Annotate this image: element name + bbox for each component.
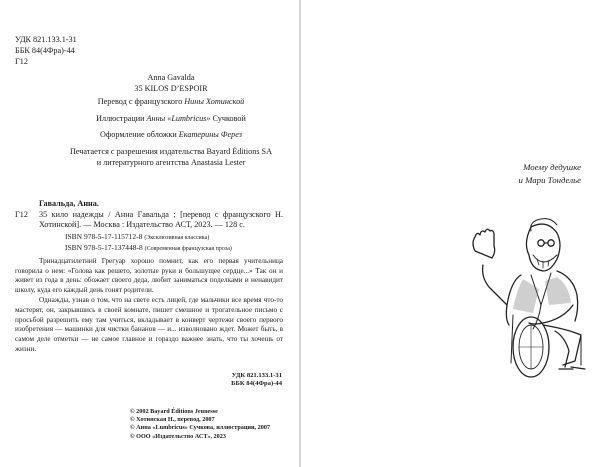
permission-note: Печатается с разрешения издательства Bayard Éditions SA и литературного агентства Anastasia Lester [69, 147, 273, 167]
bottom-classification-codes: УДК 821.133.1-31 ББК 84(4Фра)-44 [231, 372, 282, 388]
grandfather-wheelchair-illustration [461, 201, 600, 381]
credits-block [60, 96, 282, 146]
catalog-record [15, 199, 283, 355]
original-author: Anna Gavalda [147, 73, 195, 82]
copyright-line: © Хотинская Н., перевод, 2007 [130, 416, 215, 424]
copyright-line: © 2002 Bayard Éditions Jeunesse [130, 408, 218, 415]
translation-credit: Перевод с французского Нины Хотинской [97, 97, 245, 106]
bbk-code: ББК 84(4Фра)-44 [15, 46, 75, 55]
copyright-block [130, 408, 270, 441]
abstract-paragraph: Тринадцатилетний Грегуар хорошо помнит, как его первая учительница говорила о нем: «Голова как решето, золотые руки и большущее сердце...» Так он и живет из года в день: обожает своего деда, любит заниматься поделками и ненавидит школу, куда его каждый день гонят родители. [15, 256, 283, 295]
isbn-line: ISBN 978-5-17-137448-8 (Современная французская проза) [65, 242, 232, 252]
abstract [15, 257, 283, 355]
copyright-line: © Анна «Lumbricus» Сучкова, иллюстрации, 2007 [130, 424, 271, 432]
illustration-credit: Иллюстрации Анны «Lumbricus» Сучковой [96, 113, 246, 123]
cover-credit: Оформление обложки Екатерины Ферез [100, 130, 242, 139]
author-mark: Г12 [15, 57, 28, 66]
catalog-description: 35 кило надежды / Анна Гавальда ; [перевод с французского Н. Хотинской]. — Москва : Издательство АСТ, 2023. — 128 с. [39, 209, 283, 230]
catalog-code: Г12 [15, 209, 28, 219]
original-title: 35 KILOS D’ESPOIR [134, 84, 208, 93]
classification-codes [15, 34, 77, 67]
original-title-block [60, 72, 282, 94]
abstract-paragraph: Однажды, узнав о том, что на свете есть лицей, где мальчики все время что-то мастерят, он, закрывшись в своей комнате, пишет смешное и трогательное письмо с просьбой разрешить ему там учиться, вкладывает в конверт чертежи своего первого изобретения — машинки для чистки бананов — и... изволновано ждет. Может быть, в самом деле отметки — не самое главное и гораздо важнее знать, что ты хочешь от жизни. [15, 295, 283, 353]
right-page [301, 0, 600, 467]
isbn-list [15, 232, 283, 254]
dedication: Моему дедушке и Мари Тонделье [518, 162, 581, 185]
left-page [0, 0, 299, 467]
copyright-line: © ООО «Издательство АСТ», 2023 [130, 432, 226, 440]
isbn-line: ISBN 978-5-17-115712-8 (Эксклюзивная классика) [65, 231, 210, 241]
udk-code: УДК 821.133.1-31 [15, 35, 77, 44]
catalog-heading: Гавальда, Анна. [39, 199, 99, 208]
